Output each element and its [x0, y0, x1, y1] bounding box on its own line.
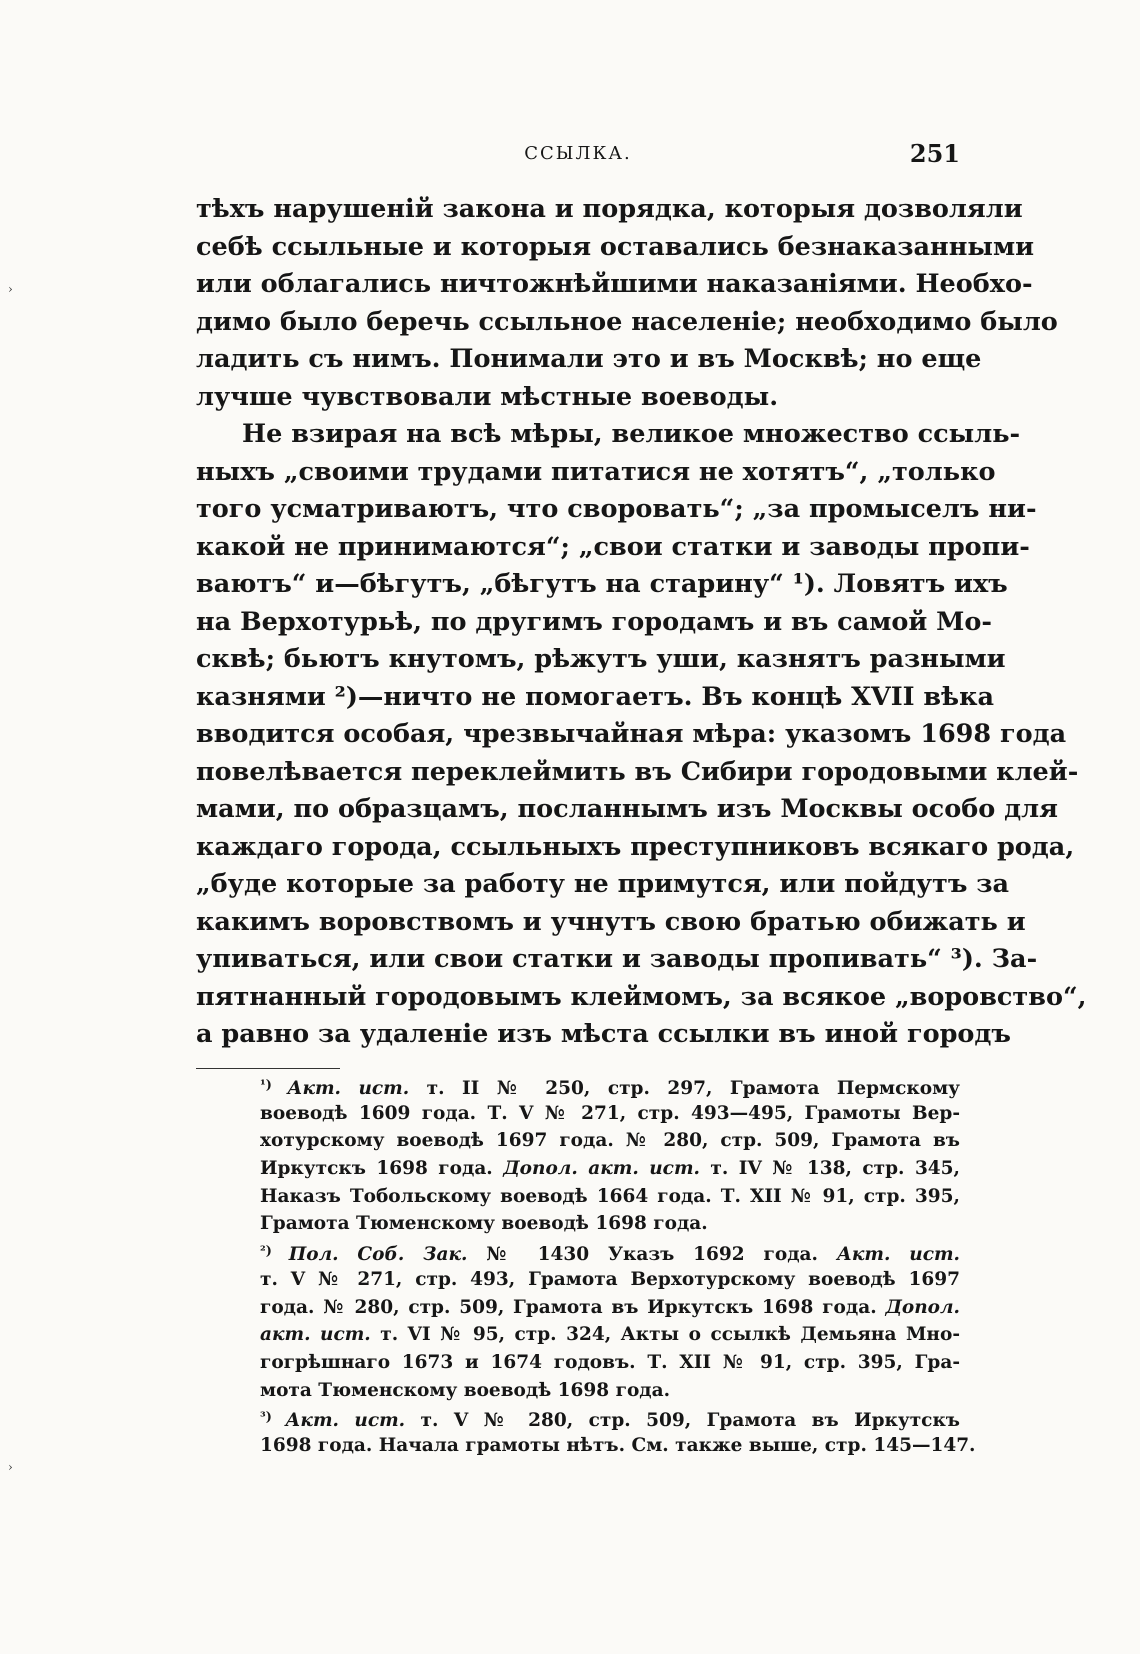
- text-line: какимъ воровствомъ и учнутъ свою братью обижать и: [196, 906, 1026, 937]
- citation-title: Акт. ист.: [836, 1244, 960, 1266]
- footnote-line: [260, 1432, 976, 1460]
- citation-title: Пол. Соб. Зак.: [288, 1244, 468, 1266]
- text-line: димо было беречь ссыльное населеніе; необходимо было: [196, 306, 1058, 337]
- text-line: тѣхъ нарушеній закона и порядка, которыя дозволяли: [196, 194, 1023, 224]
- text-line: каждаго города, ссыльныхъ преступниковъ всякаго рода,: [196, 831, 1075, 862]
- text-line: лучше чувствовали мѣстные воеводы.: [196, 381, 779, 412]
- text-line: или облагались ничтожнѣйшими наказаніями. Необхо-: [196, 269, 1033, 299]
- text-line: казнями ²)—ничто не помогаетъ. Въ концѣ XVII вѣка: [196, 681, 995, 712]
- footnote-line: [260, 1183, 960, 1211]
- footnote-text: Грамота Тюменскому воеводѣ 1698 года.: [260, 1213, 708, 1235]
- footnote-marker: ¹): [260, 1078, 288, 1093]
- footnotes: [260, 1072, 976, 1460]
- citation-title: Допол. акт. ист.: [503, 1158, 700, 1180]
- footnote-line: [216, 1238, 960, 1266]
- text-line: мами, по образцамъ, посланнымъ изъ Москвы особо для: [196, 794, 1058, 824]
- footnote-marker: ³): [260, 1410, 286, 1426]
- footnote-text: 1698 года. Начала грамоты нѣтъ. См. также выше, стр. 145—147.: [260, 1434, 976, 1456]
- footnote-line: [260, 1210, 960, 1238]
- footnote-text: мота Тюменскому воеводѣ 1698 года.: [260, 1379, 671, 1401]
- footnote-line: [216, 1404, 960, 1432]
- footnote-text: гогрѣшнаго 1673 и 1674 годовъ. Т. XII № 91, стр. 395, Гра-: [260, 1351, 960, 1373]
- footnote-line: [260, 1321, 960, 1349]
- running-head: ССЫЛКА.: [524, 143, 632, 164]
- text-line: сквѣ; бьютъ кнутомъ, рѣжутъ уши, казнятъ разными: [196, 644, 1006, 674]
- footnote-text: Наказъ Тобольскому воеводѣ 1664 года. Т. XII № 91, стр. 395,: [260, 1185, 960, 1207]
- footnote-text: т. II № 250, стр. 297, Грамота Пермскому: [409, 1078, 961, 1099]
- footnote-text: т. IV № 138, стр. 345,: [699, 1158, 960, 1180]
- page-number: 251: [909, 139, 960, 168]
- footnote: [260, 1404, 976, 1459]
- footnote-text: хотурскому воеводѣ 1697 года. № 280, стр. 509, Грамота въ: [260, 1130, 960, 1152]
- text-line: пятнанный городовымъ клеймомъ, за всякое „воровство“,: [196, 981, 1087, 1012]
- footnote-text: года. № 280, стр. 509, Грамота въ Иркутскъ 1698 года.: [260, 1296, 886, 1318]
- footnote-text: т. V № 280, стр. 509, Грамота въ Иркутскъ: [405, 1410, 960, 1432]
- text-line: того усматриваютъ, что своровать“; „за промыселъ ни-: [196, 494, 1037, 524]
- text-line: упиваться, или свои статки и заводы пропивать“ ³). За-: [196, 944, 1038, 974]
- citation-title: акт. ист.: [260, 1324, 371, 1346]
- page-header: [196, 139, 960, 171]
- footnote-line: [260, 1155, 960, 1183]
- citation-title: Акт. ист.: [285, 1410, 406, 1432]
- text-line: вводится особая, чрезвычайная мѣра: указомъ 1698 года: [196, 719, 1067, 749]
- footnote: [260, 1238, 960, 1404]
- text-line: себѣ ссыльные и которыя оставались безнаказанными: [196, 231, 1035, 262]
- footnote: [260, 1072, 960, 1238]
- text-line: а равно за удаленіе изъ мѣста ссылки въ иной городъ: [196, 1019, 1011, 1049]
- margin-mark: ›: [8, 282, 13, 296]
- text-line: повелѣвается переклеймить въ Сибири городовыми клей-: [196, 756, 1079, 787]
- footnote-line: [260, 1127, 960, 1155]
- text-line: ныхъ „своими трудами питатися не хотятъ“, „только: [196, 456, 996, 487]
- citation-title: Допол.: [885, 1296, 960, 1318]
- footnote-line: [260, 1349, 960, 1377]
- text-line: Не взирая на всѣ мѣры, великое множество ссыль-: [242, 419, 1021, 449]
- footnote-text: воеводѣ 1609 года. Т. V № 271, стр. 493—495, Грамоты Вер-: [260, 1102, 960, 1124]
- margin-mark: ›: [8, 1460, 13, 1474]
- citation-title: Акт. ист.: [287, 1078, 410, 1099]
- text-line: ваютъ“ и—бѣгутъ, „бѣгутъ на старину“ ¹). Ловятъ ихъ: [196, 569, 1008, 599]
- footnote-line: [216, 1072, 960, 1100]
- text-line: на Верхотурьѣ, по другимъ городамъ и въ самой Мо-: [196, 606, 993, 637]
- footnote-line: [260, 1100, 960, 1128]
- footnote-line: [260, 1377, 960, 1405]
- footnote-text: Иркутскъ 1698 года.: [260, 1158, 504, 1180]
- text-line: какой не принимаются“; „свои статки и заводы пропи-: [196, 531, 1030, 562]
- footnote-line: [260, 1266, 960, 1294]
- footnote-line: [260, 1294, 960, 1322]
- footnote-text: № 1430 Указъ 1692 года.: [467, 1244, 837, 1266]
- text-line: ладить съ нимъ. Понимали это и въ Москвѣ; но еще: [196, 344, 982, 374]
- footnote-text: т. V № 271, стр. 493, Грамота Верхотурскому воеводѣ 1697: [260, 1268, 960, 1290]
- footnote-marker: ²): [260, 1244, 289, 1260]
- main-text: [196, 191, 1087, 1054]
- footnote-rule: [196, 1068, 340, 1069]
- footnote-text: т. VI № 95, стр. 324, Акты о ссылкѣ Демьяна Мно-: [370, 1324, 960, 1346]
- text-line: „буде которые за работу не примутся, или пойдутъ за: [196, 869, 1010, 899]
